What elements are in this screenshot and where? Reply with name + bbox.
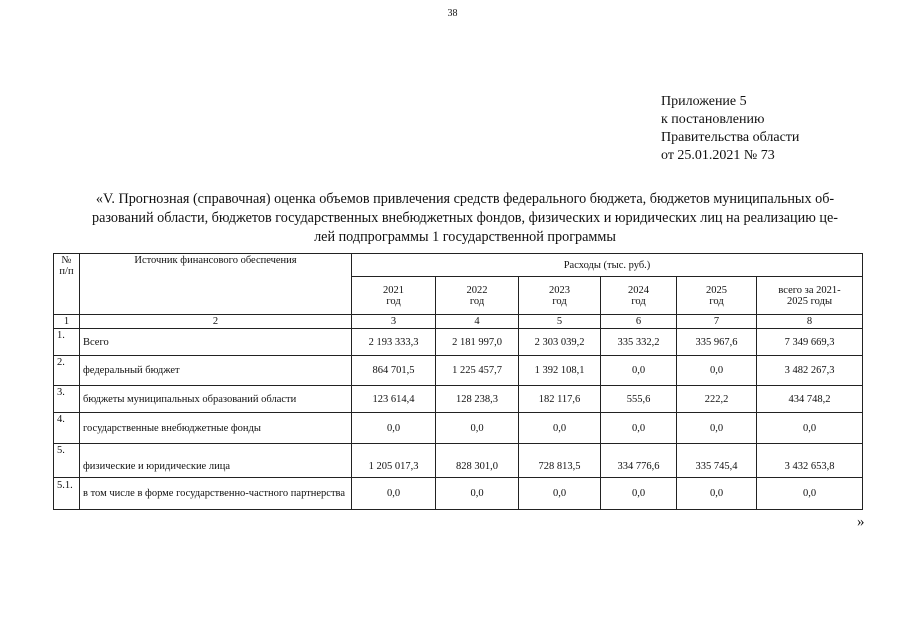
table-row <box>54 413 863 444</box>
value-cell: 334 776,6 <box>601 444 677 478</box>
column-number: 4 <box>436 315 519 329</box>
row-number: 1. <box>54 329 80 356</box>
value-cell: 0,0 <box>677 356 757 386</box>
column-number: 2 <box>80 315 352 329</box>
column-number: 5 <box>519 315 601 329</box>
appendix-block <box>661 93 799 165</box>
value-cell: 2 181 997,0 <box>436 329 519 356</box>
header-source: Источник финансового обеспечения <box>80 254 352 315</box>
appendix-line: Приложение 5 <box>661 94 747 109</box>
row-source: в том числе в форме государственно-частного партнерства <box>80 478 352 510</box>
column-number: 1 <box>54 315 80 329</box>
value-cell: 3 482 267,3 <box>757 356 863 386</box>
value-cell: 0,0 <box>601 356 677 386</box>
value-cell: 864 701,5 <box>352 356 436 386</box>
row-number: 3. <box>54 386 80 413</box>
header-total: всего за 2021- 2025 годы <box>757 277 863 315</box>
row-source: государственные внебюджетные фонды <box>80 413 352 444</box>
value-cell: 0,0 <box>519 478 601 510</box>
value-cell: 555,6 <box>601 386 677 413</box>
page-number: 38 <box>447 8 458 19</box>
value-cell: 0,0 <box>352 413 436 444</box>
section-heading <box>60 190 870 247</box>
row-number: 2. <box>54 356 80 386</box>
value-cell: 0,0 <box>436 478 519 510</box>
table-row <box>54 356 863 386</box>
header-year: 2025 год <box>677 277 757 315</box>
appendix-line: от 25.01.2021 № 73 <box>661 148 775 163</box>
value-cell: 335 967,6 <box>677 329 757 356</box>
value-cell: 0,0 <box>601 478 677 510</box>
row-source: физические и юридические лица <box>80 444 352 478</box>
value-cell: 335 745,4 <box>677 444 757 478</box>
row-number: 5. <box>54 444 80 478</box>
value-cell: 1 205 017,3 <box>352 444 436 478</box>
header-year: 2024 год <box>601 277 677 315</box>
header-expenses: Расходы (тыс. руб.) <box>352 254 863 277</box>
table-row <box>54 478 863 510</box>
row-number: 4. <box>54 413 80 444</box>
value-cell: 128 238,3 <box>436 386 519 413</box>
value-cell: 182 117,6 <box>519 386 601 413</box>
budget-table <box>53 253 863 510</box>
value-cell: 335 332,2 <box>601 329 677 356</box>
table-row <box>54 444 863 478</box>
value-cell: 434 748,2 <box>757 386 863 413</box>
column-number: 3 <box>352 315 436 329</box>
heading-line: «V. Прогнозная (справочная) оценка объемов привлечения средств федерального бюджета, бюджетов муниципальных об- <box>95 191 835 207</box>
value-cell: 123 614,4 <box>352 386 436 413</box>
heading-line: лей подпрограммы 1 государственной программы <box>314 229 616 245</box>
row-number: 5.1. <box>54 478 80 510</box>
header-year: 2022 год <box>436 277 519 315</box>
header-year: 2023 год <box>519 277 601 315</box>
row-source: бюджеты муниципальных образований области <box>80 386 352 413</box>
column-number: 6 <box>601 315 677 329</box>
header-year: 2021 год <box>352 277 436 315</box>
value-cell: 0,0 <box>352 478 436 510</box>
value-cell: 2 193 333,3 <box>352 329 436 356</box>
header-no: № п/п <box>54 254 80 315</box>
value-cell: 0,0 <box>601 413 677 444</box>
value-cell: 222,2 <box>677 386 757 413</box>
value-cell: 0,0 <box>436 413 519 444</box>
heading-line: разований области, бюджетов государственных внебюджетных фондов, физических и юридических лиц на реализацию це- <box>92 210 838 226</box>
row-source: федеральный бюджет <box>80 356 352 386</box>
value-cell: 0,0 <box>757 478 863 510</box>
appendix-line: к постановлению <box>661 112 765 127</box>
value-cell: 1 392 108,1 <box>519 356 601 386</box>
value-cell: 0,0 <box>757 413 863 444</box>
table-row <box>54 329 863 356</box>
appendix-line: Правительства области <box>661 130 800 145</box>
column-number: 8 <box>757 315 863 329</box>
value-cell: 828 301,0 <box>436 444 519 478</box>
value-cell: 0,0 <box>677 413 757 444</box>
column-number: 7 <box>677 315 757 329</box>
row-source: Всего <box>80 329 352 356</box>
value-cell: 0,0 <box>519 413 601 444</box>
value-cell: 3 432 653,8 <box>757 444 863 478</box>
table-row <box>54 386 863 413</box>
value-cell: 2 303 039,2 <box>519 329 601 356</box>
value-cell: 1 225 457,7 <box>436 356 519 386</box>
column-number-row <box>54 315 863 329</box>
value-cell: 0,0 <box>677 478 757 510</box>
closing-quote: » <box>857 514 865 530</box>
value-cell: 728 813,5 <box>519 444 601 478</box>
value-cell: 7 349 669,3 <box>757 329 863 356</box>
